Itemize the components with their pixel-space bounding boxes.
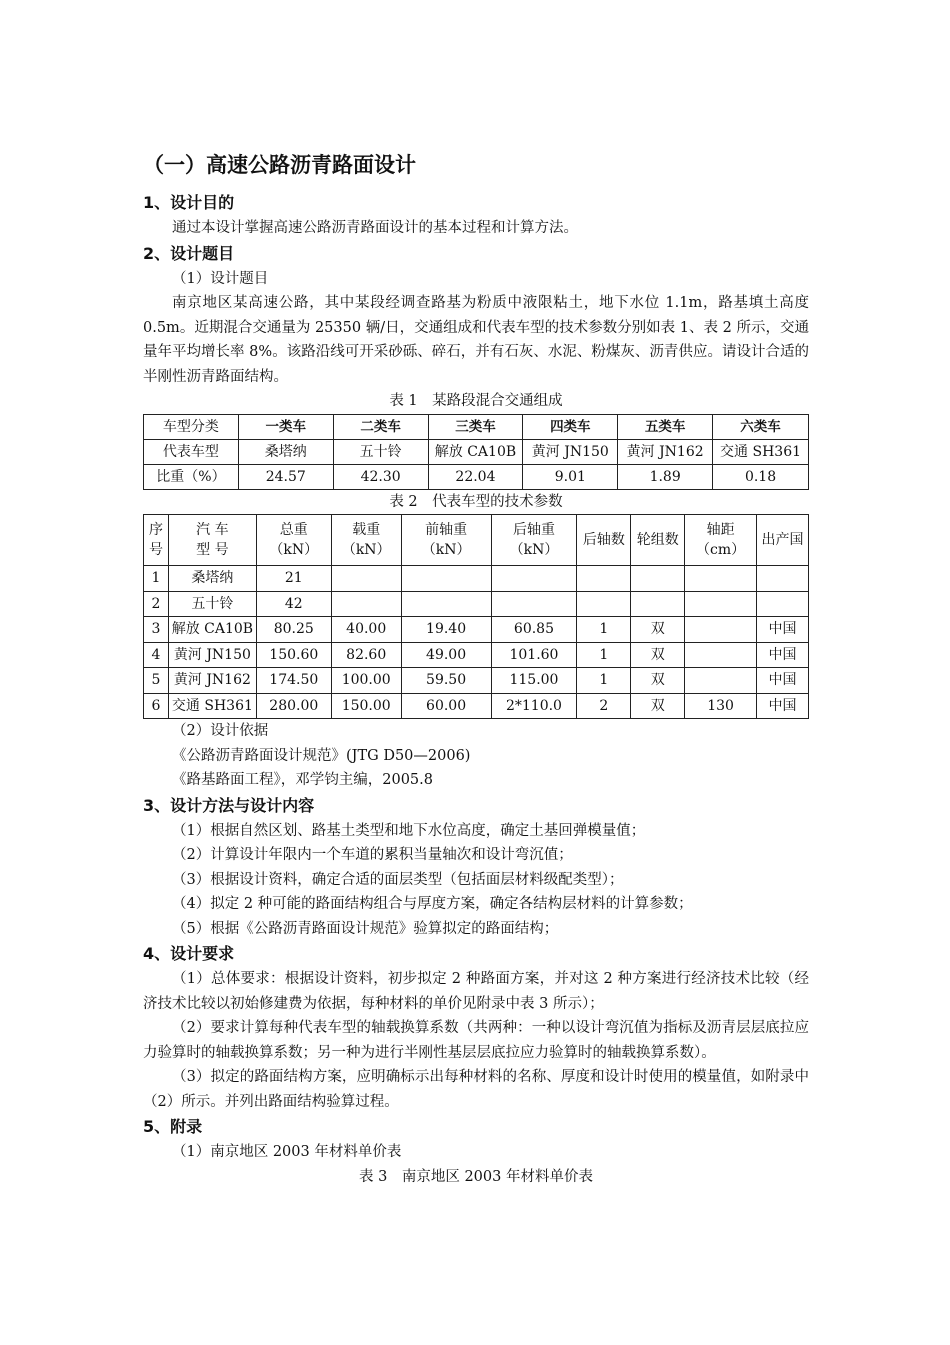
table-2-header-row xyxy=(144,515,809,566)
table-2-cell: 中国 xyxy=(757,693,809,719)
table-2-cell xyxy=(631,591,685,617)
table-2-cell: 1 xyxy=(577,668,631,694)
table-1-cell: 桑塔纳 xyxy=(238,439,333,464)
section-4-item: （3）拟定的路面结构方案，应明确标示出每种材料的名称、厚度和设计时使用的模量值，如附录中（2）所示。并列出路面结构验算过程。 xyxy=(143,1069,809,1110)
table-2-header-cell: 总重 （kN） xyxy=(256,515,331,566)
table-2-cell xyxy=(401,566,491,592)
table-1-header-cell: 三类车 xyxy=(428,414,523,439)
table-2-cell: 80.25 xyxy=(256,617,331,643)
table-2-cell: 2 xyxy=(144,591,169,617)
table-2-cell: 2*110.0 xyxy=(491,693,577,719)
reference-2: 《路基路面工程》，邓学钧主编，2005.8 xyxy=(172,772,433,788)
table-1-header-cell: 车型分类 xyxy=(144,414,239,439)
table-1-header-cell: 六类车 xyxy=(713,414,809,439)
table-2-cell: 6 xyxy=(144,693,169,719)
table-2-row xyxy=(144,591,809,617)
table-2-cell: 1 xyxy=(577,642,631,668)
table-2-cell: 60.85 xyxy=(491,617,577,643)
table-1-cell: 交通 SH361 xyxy=(713,439,809,464)
table-2-cell: 115.00 xyxy=(491,668,577,694)
table-1-cell: 22.04 xyxy=(428,464,523,489)
table-2-cell xyxy=(331,591,401,617)
table-2-cell: 42 xyxy=(256,591,331,617)
table-2-caption: 表 2 代表车型的技术参数 xyxy=(389,493,563,510)
table-2-cell: 黄河 JN150 xyxy=(168,642,256,668)
table-1-cell: 24.57 xyxy=(238,464,333,489)
section-4-item: （1）总体要求：根据设计资料，初步拟定 2 种路面方案，并对这 2 种方案进行经济技术比较（经济技术比较以初始修建费为依据，每种材料的单价见附录中表 3 所示）； xyxy=(143,971,809,1012)
table-2-cell: 黄河 JN162 xyxy=(168,668,256,694)
table-1-header-cell: 一类车 xyxy=(238,414,333,439)
table-2-cell: 中国 xyxy=(757,668,809,694)
table-1-row xyxy=(144,464,809,489)
table-2-cell: 双 xyxy=(631,668,685,694)
table-2-cell: 双 xyxy=(631,617,685,643)
section-5-heading: 5、附录 xyxy=(143,1117,203,1136)
table-2-cell: 49.00 xyxy=(401,642,491,668)
table-2-cell xyxy=(577,591,631,617)
section-2-paragraph: 南京地区某高速公路，其中某段经调查路基为粉质中液限粘土，地下水位 1.1m，路基填土高度 0.5m。近期混合交通量为 25350 辆/日，交通组成和代表车型的技术参数分别如表 1、表 2 所示，交通量年平均增长率 8%。该路沿线可开采砂砾、碎石，并有石灰、水泥、粉煤灰、沥青供应。请设计合适的半刚性沥青路面结构。 xyxy=(143,295,809,385)
section-3-item: （1）根据自然区划、路基土类型和地下水位高度，确定土基回弹模量值； xyxy=(172,822,646,839)
section-2-heading: 2、设计题目 xyxy=(143,243,235,263)
table-2-cell: 130 xyxy=(685,693,757,719)
section-4-item: （2）要求计算每种代表车型的轴载换算系数（共两种：一种以设计弯沉值为指标及沥青层层底拉应力验算时的轴载换算系数；另一种为进行半刚性基层层底拉应力验算时的轴载换算系数）。 xyxy=(143,1020,809,1061)
table-2-cell xyxy=(491,591,577,617)
table-2-header-cell: 轮组数 xyxy=(631,515,685,566)
table-2-header-cell: 轴距 （cm） xyxy=(685,515,757,566)
table-2-cell: 280.00 xyxy=(256,693,331,719)
table-2-cell: 五十铃 xyxy=(168,591,256,617)
section-3-item: （4）拟定 2 种可能的路面结构组合与厚度方案，确定各结构层材料的计算参数； xyxy=(172,896,693,912)
table-2-cell: 101.60 xyxy=(491,642,577,668)
table-2-cell xyxy=(631,566,685,592)
table-2-row xyxy=(144,566,809,592)
table-2-cell: 1 xyxy=(144,566,169,592)
table-2-cell: 174.50 xyxy=(256,668,331,694)
table-2-header-cell: 前轴重 （kN） xyxy=(401,515,491,566)
table-1 xyxy=(143,414,809,490)
table-1-caption: 表 1 某路段混合交通组成 xyxy=(389,393,563,409)
table-1-cell: 五十铃 xyxy=(333,439,428,464)
table-2-cell: 1 xyxy=(577,617,631,643)
table-2-header-cell: 后轴重 （kN） xyxy=(491,515,577,566)
table-3-caption: 表 3 南京地区 2003 年材料单价表 xyxy=(359,1168,593,1185)
table-2-cell: 40.00 xyxy=(331,617,401,643)
table-2-cell: 150.60 xyxy=(256,642,331,668)
table-2-cell: 5 xyxy=(144,668,169,694)
table-1-cell: 黄河 JN162 xyxy=(618,439,713,464)
table-1-cell: 黄河 JN150 xyxy=(523,439,618,464)
table-2-header-cell: 出产国 xyxy=(757,515,809,566)
table-1-header-cell: 四类车 xyxy=(523,414,618,439)
table-2-row xyxy=(144,642,809,668)
table-2-cell: 交通 SH361 xyxy=(168,693,256,719)
table-1-header-row xyxy=(144,414,809,439)
table-2-cell: 桑塔纳 xyxy=(168,566,256,592)
table-2-row xyxy=(144,693,809,719)
section-5-sub1: （1）南京地区 2003 年材料单价表 xyxy=(172,1144,402,1160)
page-title: （一）高速公路沥青路面设计 xyxy=(143,153,416,177)
table-2-cell: 19.40 xyxy=(401,617,491,643)
table-1-header-cell: 二类车 xyxy=(333,414,428,439)
table-2-cell xyxy=(685,668,757,694)
section-4-heading: 4、设计要求 xyxy=(143,944,235,963)
table-2-cell: 59.50 xyxy=(401,668,491,694)
section-2-sub1: （1）设计题目 xyxy=(172,270,269,287)
section-3-heading: 3、设计方法与设计内容 xyxy=(143,795,315,815)
reference-1: 《公路沥青路面设计规范》(JTG D50—2006) xyxy=(172,747,471,764)
table-2-header-cell: 后轴数 xyxy=(577,515,631,566)
table-1-cell: 9.01 xyxy=(523,464,618,489)
table-2-cell xyxy=(757,566,809,592)
table-2-cell xyxy=(685,591,757,617)
table-2-cell xyxy=(577,566,631,592)
section-3-item: （5）根据《公路沥青路面设计规范》验算拟定的路面结构； xyxy=(172,920,559,937)
table-2-cell: 60.00 xyxy=(401,693,491,719)
table-1-cell: 代表车型 xyxy=(144,439,239,464)
table-2-row xyxy=(144,668,809,694)
table-2-cell: 100.00 xyxy=(331,668,401,694)
table-2-cell: 2 xyxy=(577,693,631,719)
table-2-cell xyxy=(491,566,577,592)
section-1-text: 通过本设计掌握高速公路沥青路面设计的基本过程和计算方法。 xyxy=(172,220,578,236)
table-1-row xyxy=(144,439,809,464)
table-2-cell: 双 xyxy=(631,693,685,719)
table-1-cell: 1.89 xyxy=(618,464,713,489)
table-1-cell: 42.30 xyxy=(333,464,428,489)
table-2-cell: 3 xyxy=(144,617,169,643)
table-2-cell xyxy=(685,617,757,643)
table-2-cell xyxy=(685,642,757,668)
section-3-item: （3）根据设计资料，确定合适的面层类型（包括面层材料级配类型）； xyxy=(172,871,624,888)
table-2-cell xyxy=(757,591,809,617)
table-2-header-cell: 汽 车 型 号 xyxy=(168,515,256,566)
table-2-cell xyxy=(401,591,491,617)
table-1-cell: 解放 CA10B xyxy=(428,439,523,464)
table-2-row xyxy=(144,617,809,643)
table-2-cell xyxy=(685,566,757,592)
table-1-cell: 比重（%） xyxy=(144,464,239,489)
section-1-heading: 1、设计目的 xyxy=(143,193,235,212)
section-3-item: （2）计算设计年限内一个车道的累积当量轴次和设计弯沉值； xyxy=(172,847,573,863)
table-1-header-cell: 五类车 xyxy=(618,414,713,439)
table-2-cell: 中国 xyxy=(757,642,809,668)
table-2-cell: 4 xyxy=(144,642,169,668)
table-2-cell: 21 xyxy=(256,566,331,592)
table-2-header-cell: 序 号 xyxy=(144,515,169,566)
table-2-cell xyxy=(331,566,401,592)
document-page xyxy=(143,148,809,1189)
section-2-sub2: （2）设计依据 xyxy=(172,723,269,739)
table-2-cell: 82.60 xyxy=(331,642,401,668)
table-2-cell: 双 xyxy=(631,642,685,668)
table-2 xyxy=(143,514,809,719)
table-2-cell: 150.00 xyxy=(331,693,401,719)
table-1-cell: 0.18 xyxy=(713,464,809,489)
table-2-header-cell: 载重 （kN） xyxy=(331,515,401,566)
table-2-cell: 解放 CA10B xyxy=(168,617,256,643)
table-2-cell: 中国 xyxy=(757,617,809,643)
